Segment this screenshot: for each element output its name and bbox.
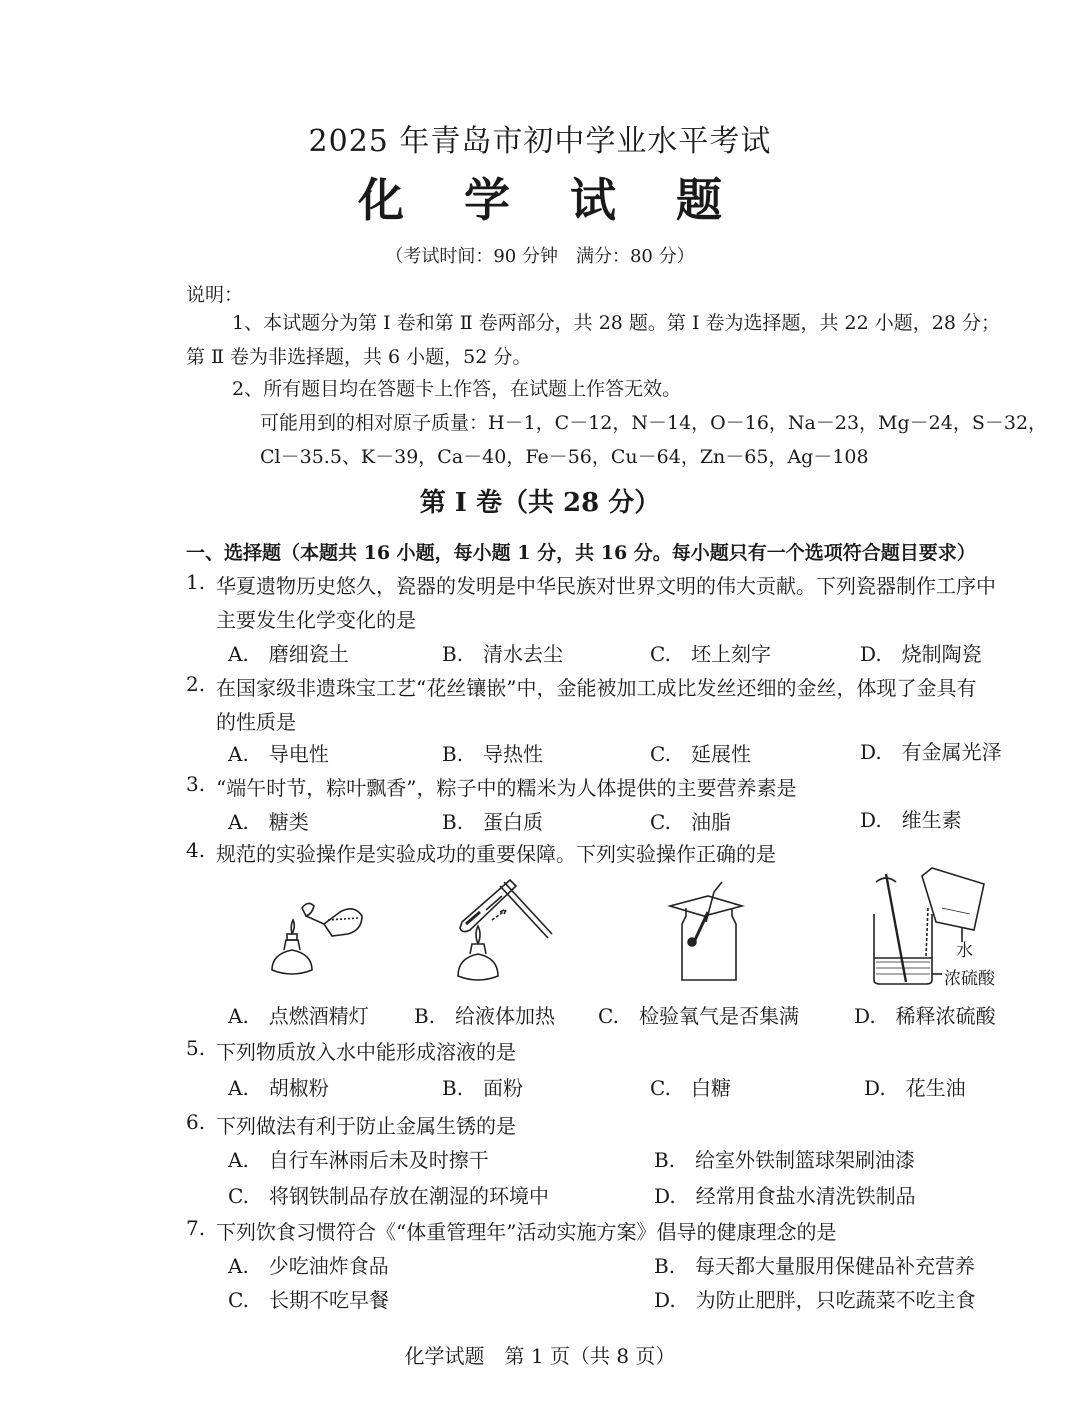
- option-b: B. 每天都大量服用保健品补充营养: [654, 1254, 976, 1278]
- option-a: A. 导电性: [228, 742, 329, 766]
- option-b: B. 给液体加热: [414, 1004, 556, 1028]
- option-a: A. 自行车淋雨后未及时擦干: [228, 1148, 489, 1172]
- option-d: D. 经常用食盐水清洗铁制品: [654, 1184, 916, 1208]
- option-d: D. 稀释浓硫酸: [854, 1004, 996, 1028]
- subject-title: 化 学 试 题: [357, 173, 745, 227]
- figure-b-heating-liquid: [440, 866, 560, 990]
- option-c: C. 长期不吃早餐: [228, 1288, 389, 1312]
- option-b: B. 导热性: [442, 742, 544, 766]
- question-number: 5.: [186, 1036, 206, 1060]
- question-stem: 主要发生化学变化的是: [216, 608, 416, 632]
- option-b: B. 给室外铁制篮球架刷油漆: [654, 1148, 916, 1172]
- option-c: C. 白糖: [650, 1076, 731, 1100]
- option-b: B. 清水去尘: [442, 642, 564, 666]
- question-stem: 下列饮食习惯符合《“体重管理年”活动实施方案》倡导的健康理念的是: [216, 1220, 837, 1244]
- option-a: A. 点燃酒精灯: [228, 1004, 369, 1028]
- instruction-line-1b: 第 Ⅱ 卷为非选择题，共 6 小题，52 分。: [186, 346, 532, 368]
- option-c: C. 坯上刻字: [650, 642, 771, 666]
- option-d: D. 为防止肥胖，只吃蔬菜不吃主食: [654, 1288, 976, 1312]
- figure-label-water: 水: [956, 941, 973, 961]
- question-number: 7.: [186, 1216, 206, 1240]
- part-heading: 一、选择题（本题共 16 小题，每小题 1 分，共 16 分。每小题只有一个选项符合题目要求）: [186, 542, 976, 564]
- option-d: D. 有金属光泽: [860, 740, 1002, 764]
- option-b: B. 面粉: [442, 1076, 524, 1100]
- option-a: A. 少吃油炸食品: [228, 1254, 389, 1278]
- section-title: 第 Ⅰ 卷（共 28 分）: [419, 488, 661, 518]
- option-c: C. 油脂: [650, 810, 731, 834]
- option-c: C. 延展性: [650, 742, 751, 766]
- question-number: 3.: [186, 772, 206, 796]
- question-number: 1.: [186, 570, 206, 594]
- instruction-line-1: 1、本试题分为第 Ⅰ 卷和第 Ⅱ 卷两部分，共 28 题。第 Ⅰ 卷为选择题，共 22 小题，28 分；: [232, 312, 1000, 334]
- question-stem: 规范的实验操作是实验成功的重要保障。下列实验操作正确的是: [216, 842, 776, 866]
- option-a: A. 磨细瓷土: [228, 642, 349, 666]
- question-number: 4.: [186, 838, 206, 862]
- option-a: A. 糖类: [228, 810, 309, 834]
- question-stem: 下列做法有利于防止金属生锈的是: [216, 1114, 516, 1138]
- figure-c-gas-bottle: [664, 876, 754, 986]
- option-b: B. 蛋白质: [442, 810, 544, 834]
- question-stem: 在国家级非遗珠宝工艺“花丝镶嵌”中，金能被加工成比发丝还细的金丝，体现了金具有: [216, 676, 977, 700]
- question-stem: 的性质是: [216, 710, 296, 734]
- question-stem: 华夏遗物历史悠久，瓷器的发明是中华民族对世界文明的伟大贡献。下列瓷器制作工序中: [216, 574, 996, 598]
- option-d: D. 维生素: [860, 808, 962, 832]
- question-stem: “端午时节，粽叶飘香”，粽子中的糯米为人体提供的主要营养素是: [216, 776, 797, 800]
- question-stem: 下列物质放入水中能形成溶液的是: [216, 1040, 516, 1064]
- question-number: 6.: [186, 1110, 206, 1134]
- option-d: D. 烧制陶瓷: [860, 642, 982, 666]
- instruction-line-2: 2、所有题目均在答题卡上作答，在试题上作答无效。: [232, 378, 682, 400]
- option-c: C. 检验氧气是否集满: [598, 1004, 799, 1028]
- exam-title: 2025 年青岛市初中学业水平考试: [308, 124, 772, 159]
- page-footer: 化学试题 第 1 页（共 8 页）: [404, 1344, 676, 1368]
- atomic-masses-line-2: Cl－35.5、K－39，Ca－40，Fe－56，Cu－64，Zn－65，Ag－108: [260, 446, 869, 468]
- figure-a-alcohol-lamp: [262, 890, 372, 990]
- option-c: C. 将钢铁制品存放在潮湿的环境中: [228, 1184, 549, 1208]
- question-number: 2.: [186, 672, 206, 696]
- option-a: A. 胡椒粉: [228, 1076, 329, 1100]
- exam-info: （考试时间：90 分钟 满分：80 分）: [385, 246, 695, 267]
- option-d: D. 花生油: [864, 1076, 966, 1100]
- instructions-label: 说明：: [186, 284, 244, 306]
- atomic-masses-line-1: 可能用到的相对原子质量：H－1，C－12，N－14，O－16，Na－23，Mg－24，S－32，: [260, 412, 1048, 434]
- figure-label-acid: 浓硫酸: [944, 969, 995, 989]
